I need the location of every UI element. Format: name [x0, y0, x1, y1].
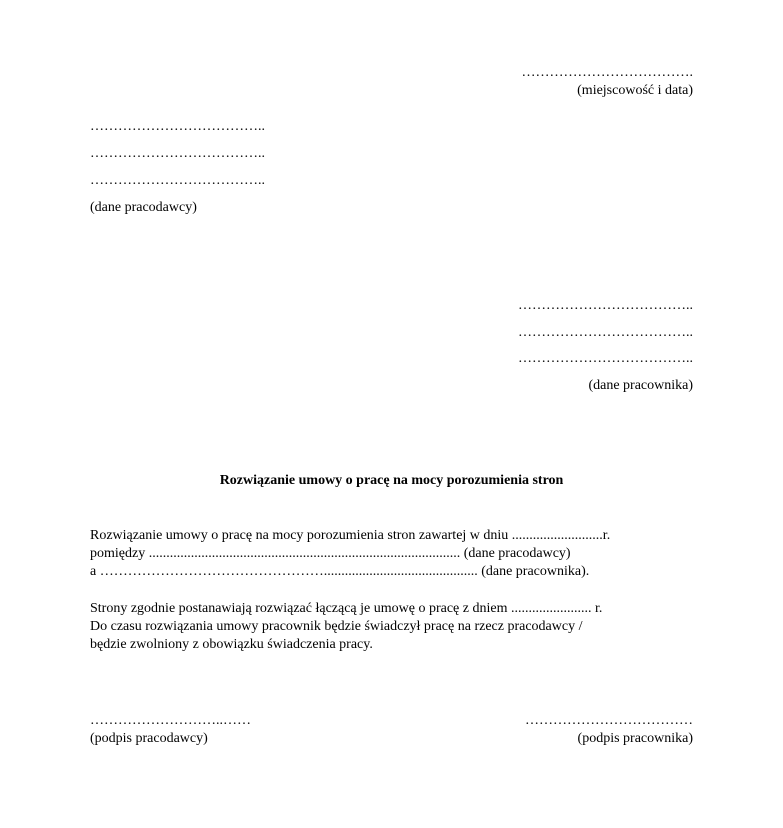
employer-label: (dane pracodawcy): [90, 200, 197, 215]
place-date-line: ……………………………….: [521, 65, 693, 80]
employee-label: (dane pracownika): [588, 378, 693, 393]
employee-line-2: ………………………………..: [518, 325, 693, 340]
employee-line-1: ………………………………..: [518, 298, 693, 313]
employer-signature-line: ………………………..……: [90, 713, 251, 728]
employer-signature-label: (podpis pracodawcy): [90, 731, 208, 746]
document-title: Rozwiązanie umowy o pracę na mocy porozumienia stron: [219, 473, 564, 488]
employer-line-1: ………………………………..: [90, 119, 265, 134]
paragraph-2-line-1: Strony zgodnie postanawiają rozwiązać łączącą je umowę o pracę z dniem ....................... r.: [90, 601, 603, 616]
employer-line-2: ………………………………..: [90, 146, 265, 161]
employee-signature-line: ………………………………: [525, 713, 693, 728]
paragraph-1-line-2: pomiędzy ......................................................................................... (dane pracodawcy): [90, 546, 571, 561]
employer-line-3: ………………………………..: [90, 173, 265, 188]
paragraph-1-line-1: Rozwiązanie umowy o pracę na mocy porozumienia stron zawartej w dniu ..........................r.: [90, 528, 611, 543]
paragraph-1-line-3: a …………………………………………............................................ (dane pracownika).: [90, 564, 590, 579]
place-date-label: (miejscowość i data): [577, 83, 693, 98]
paragraph-2-line-3: będzie zwolniony z obowiązku świadczenia pracy.: [90, 637, 373, 652]
employee-line-3: ………………………………..: [518, 351, 693, 366]
paragraph-2-line-2: Do czasu rozwiązania umowy pracownik będzie świadczył pracę na rzecz pracodawcy /: [90, 619, 583, 634]
employee-signature-label: (podpis pracownika): [577, 731, 693, 746]
